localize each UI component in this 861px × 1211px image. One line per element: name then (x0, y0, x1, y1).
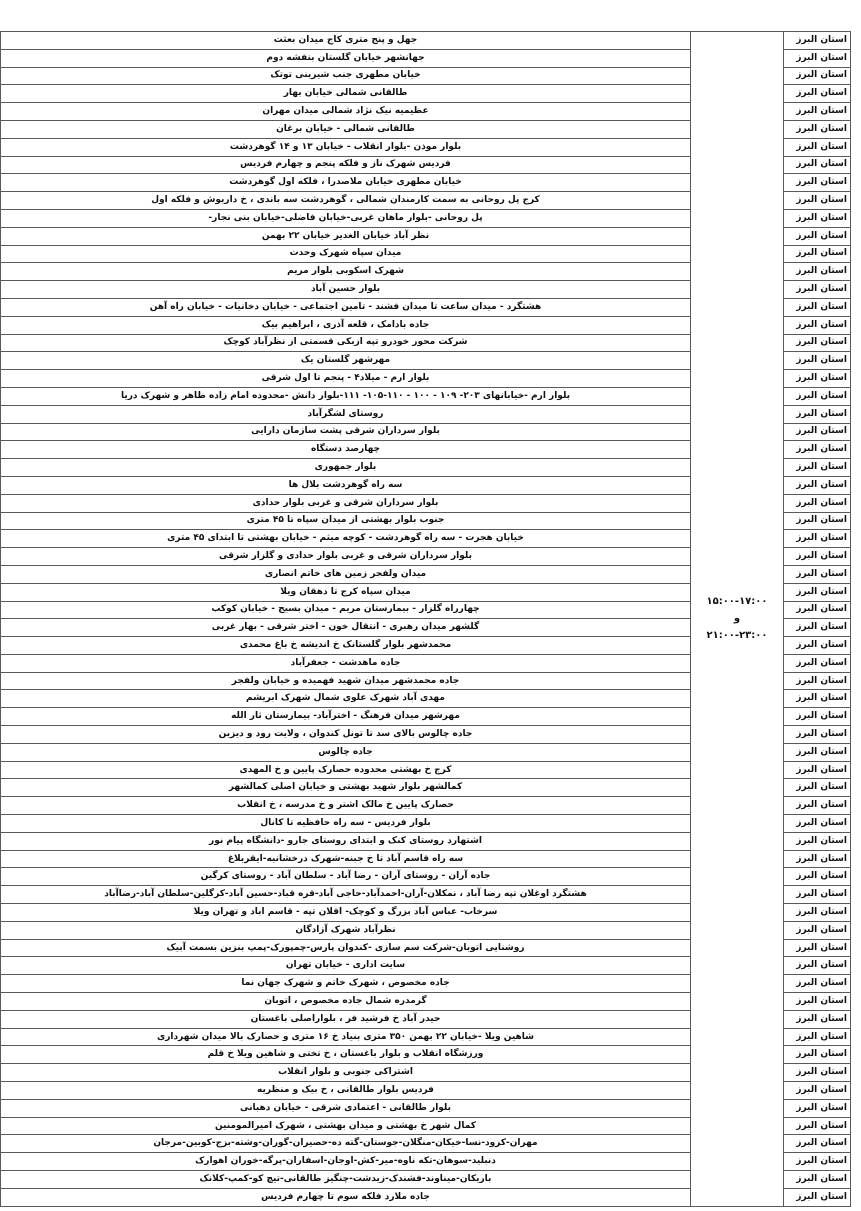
province-cell: استان البرز (784, 120, 851, 138)
province-cell: استان البرز (784, 832, 851, 850)
province-cell: استان البرز (784, 1135, 851, 1153)
province-cell: استان البرز (784, 476, 851, 494)
area-cell: کرج خ بهشتی محدوده حصارک پایین و خ المهدی (1, 761, 691, 779)
province-cell: استان البرز (784, 672, 851, 690)
area-cell: طالقانی شمالی - خیابان برغان (1, 120, 691, 138)
province-cell: استان البرز (784, 192, 851, 210)
time-window-line2: و (733, 613, 741, 625)
province-cell: استان البرز (784, 209, 851, 227)
outage-schedule-table (0, 31, 851, 1207)
area-cell: جاده ماهدشت - جعفرآباد (1, 654, 691, 672)
province-cell: استان البرز (784, 103, 851, 121)
area-cell: بلوار سرداران شرقی و غربی بلوار حدادی (1, 494, 691, 512)
province-cell: استان البرز (784, 138, 851, 156)
province-cell: استان البرز (784, 423, 851, 441)
province-cell: استان البرز (784, 334, 851, 352)
area-cell: کمال شهر خ بهشتی و میدان بهشتی ، شهرک امیرالمومنین (1, 1117, 691, 1135)
province-cell: استان البرز (784, 1153, 851, 1171)
province-cell: استان البرز (784, 797, 851, 815)
table-body (1, 32, 851, 1207)
area-cell: میدان سپاه کرج تا دهقان ویلا (1, 583, 691, 601)
area-cell: خیابان مطهری خیابان ملاصدرا ، فلکه اول گوهردشت (1, 174, 691, 192)
province-cell: استان البرز (784, 726, 851, 744)
province-cell: استان البرز (784, 743, 851, 761)
area-cell: بلوار سرداران شرقی و غربی بلوار حدادی و گلزار شرقی (1, 548, 691, 566)
area-cell: هشتگرد اوغلان تپه رضا آباد ، نمکلان-آران-احمدآباد-حاجی آباد-قره قباد-حسین آباد-کرگلین-سلطان آباد-رضاآباد (1, 886, 691, 904)
area-cell: جاده چالوس (1, 743, 691, 761)
area-cell: جاده چالوس بالای سد تا تونل کندوان ، ولایت رود و دیزین (1, 726, 691, 744)
province-cell: استان البرز (784, 512, 851, 530)
area-cell: دنبلید-سوهان-تکه ناوه-میر-کش-اوجان-اسفاران-پرگه-خوران اهوارک (1, 1153, 691, 1171)
area-cell: جاده محمدشهر میدان شهید فهمیده و خیابان ولفجر (1, 672, 691, 690)
province-cell: استان البرز (784, 494, 851, 512)
province-cell: استان البرز (784, 316, 851, 334)
province-cell: استان البرز (784, 227, 851, 245)
area-cell: اشتهارد روستای کنک و ابتدای روستای جارو -دانشگاه پیام نور (1, 832, 691, 850)
province-cell: استان البرز (784, 779, 851, 797)
area-cell: بلوار طالقانی - اعتمادی شرقی - خیابان دهبانی (1, 1099, 691, 1117)
province-cell: استان البرز (784, 1171, 851, 1189)
province-cell: استان البرز (784, 298, 851, 316)
province-cell: استان البرز (784, 921, 851, 939)
time-window-line1: ۱۵:۰۰-۱۷:۰۰ (706, 596, 768, 608)
province-cell: استان البرز (784, 815, 851, 833)
area-cell: میدان ولفجر زمین های خاتم انصاری (1, 565, 691, 583)
province-cell: استان البرز (784, 1046, 851, 1064)
province-cell: استان البرز (784, 67, 851, 85)
area-cell: خیابان هجرت - سه راه گوهردشت - کوچه میثم - خیابان بهشتی تا ابتدای ۴۵ متری (1, 530, 691, 548)
province-cell: استان البرز (784, 352, 851, 370)
area-cell: مهران-کرود-نسا-خیکان-منگلان-جوستان-گته ده-حصیران-گوران-وشته-بزج-کوبین-مرجان (1, 1135, 691, 1153)
province-cell: استان البرز (784, 1188, 851, 1206)
area-cell: شاهین ویلا -خیابان ۲۲ بهمن ۳۵۰ متری بنیاد خ ۱۶ متری و حصارک بالا میدان شهرداری (1, 1028, 691, 1046)
province-cell: استان البرز (784, 619, 851, 637)
area-cell: بلوار حسین آباد (1, 281, 691, 299)
area-cell: روستای لشگرآباد (1, 405, 691, 423)
province-cell: استان البرز (784, 939, 851, 957)
area-cell: خیابان مطهری جنب شیرینی توتک (1, 67, 691, 85)
area-cell: عظیمیه نیک نژاد شمالی میدان مهران (1, 103, 691, 121)
area-cell: کمالشهر بلوار شهید بهشتی و خیابان اصلی کمالشهر (1, 779, 691, 797)
province-cell: استان البرز (784, 975, 851, 993)
province-cell: استان البرز (784, 156, 851, 174)
province-cell: استان البرز (784, 387, 851, 405)
province-cell: استان البرز (784, 459, 851, 477)
province-cell: استان البرز (784, 654, 851, 672)
area-cell: نظرآباد شهرک آزادگان (1, 921, 691, 939)
time-window-line3: ۲۱:۰۰-۲۳:۰۰ (706, 630, 768, 642)
area-cell: چهارصد دستگاه (1, 441, 691, 459)
province-cell: استان البرز (784, 708, 851, 726)
area-cell: جهل و پنج متری کاج میدان بعثت (1, 32, 691, 50)
area-cell: جنوب بلوار بهشتی از میدان سپاه تا ۴۵ متری (1, 512, 691, 530)
area-cell: حصارک پایین خ مالک اشتر و خ مدرسه ، خ انقلاب (1, 797, 691, 815)
province-cell: استان البرز (784, 850, 851, 868)
area-cell: بلوار جمهوری (1, 459, 691, 477)
area-cell: بلوار ارم -خیابانهای ۲۰۳- ۱۰۹ - ۱۰۰ - ۱۱۰-۱۰۵- ۱۱۱-بلوار دانش -محدوده امام زاده طاهر و شهرک دریا (1, 387, 691, 405)
province-cell: استان البرز (784, 601, 851, 619)
area-cell: هشتگرد - میدان ساعت تا میدان فشند - تامین اجتماعی - خیابان دخانیات - خیابان راه آهن (1, 298, 691, 316)
province-cell: استان البرز (784, 583, 851, 601)
province-cell: استان البرز (784, 405, 851, 423)
area-cell: جاده مخصوص ، شهرک خاتم و شهرک جهان نما (1, 975, 691, 993)
province-cell: استان البرز (784, 441, 851, 459)
area-cell: بلوار فردیس - سه راه حافظیه تا کانال (1, 815, 691, 833)
province-cell: استان البرز (784, 1099, 851, 1117)
province-cell: استان البرز (784, 32, 851, 50)
area-cell: اشتراکی جنوبی و بلوار انقلاب (1, 1064, 691, 1082)
area-cell: جاده بادامک ، قلعه آذری ، ابراهیم بیک (1, 316, 691, 334)
area-cell: جهانشهر خیابان گلستان بنفشه دوم (1, 49, 691, 67)
area-cell: محمدشهر بلوار گلستانک خ اندیشه خ باغ محمدی (1, 637, 691, 655)
time-window-cell (691, 32, 784, 1207)
area-cell: مهرشهر میدان فرهنگ - اخترآباد- بیمارستان ثار الله (1, 708, 691, 726)
area-cell: سرخاب- عباس آباد بزرگ و کوچک- اقلان تپه - قاسم اباد و تهران ویلا (1, 904, 691, 922)
area-cell: بلوار ارم - میلاد۴ - پنجم تا اول شرقی (1, 370, 691, 388)
province-cell: استان البرز (784, 281, 851, 299)
province-cell: استان البرز (784, 1082, 851, 1100)
area-cell: مهرشهر گلستان یک (1, 352, 691, 370)
area-cell: روشنایی اتوبان-شرکت سم سازی -کندوان پارس-چمپورک-پمپ بنزین بسمت آبیک (1, 939, 691, 957)
area-cell: سه راه گوهردشت بلال ها (1, 476, 691, 494)
area-cell: طالقانی شمالی خیابان بهار (1, 85, 691, 103)
area-cell: کرج پل روحانی به سمت کارمندان شمالی ، گوهردشت سه باندی ، خ داریوش و فلکه اول (1, 192, 691, 210)
province-cell: استان البرز (784, 370, 851, 388)
area-cell: باریکان-میناوند-فشندک-زیدشت-چنگیز طالقانی-تیچ کو-کمپ-کلانک (1, 1171, 691, 1189)
area-cell: حیدر آباد خ فرشید فر ، بلواراصلی باغستان (1, 1010, 691, 1028)
area-cell: پل روحانی -بلوار ماهان غربی-خیابان فاضلی-خیابان بنی نجار- (1, 209, 691, 227)
area-cell: جاده آران - روستای آران - رضا آباد - سلطان آباد - روستای کرگین (1, 868, 691, 886)
province-cell: استان البرز (784, 957, 851, 975)
area-cell: جاده ملارد فلکه سوم تا چهارم فردیس (1, 1188, 691, 1206)
province-cell: استان البرز (784, 263, 851, 281)
area-cell: ورزشگاه انقلاب و بلوار باغستان ، خ تختی و شاهین ویلا خ قلم (1, 1046, 691, 1064)
area-cell: بلوار سرداران شرقی پشت سازمان دارایی (1, 423, 691, 441)
area-cell: مهدی آباد شهرک علوی شمال شهرک ابریشم (1, 690, 691, 708)
area-cell: گرمدره شمال جاده مخصوص ، اتوبان (1, 993, 691, 1011)
province-cell: استان البرز (784, 868, 851, 886)
province-cell: استان البرز (784, 886, 851, 904)
area-cell: بلوار موذن -بلوار انقلاب - خیابان ۱۳ و ۱۴ گوهردشت (1, 138, 691, 156)
province-cell: استان البرز (784, 1117, 851, 1135)
province-cell: استان البرز (784, 565, 851, 583)
province-cell: استان البرز (784, 690, 851, 708)
province-cell: استان البرز (784, 174, 851, 192)
province-cell: استان البرز (784, 761, 851, 779)
area-cell: شرکت محور خودرو تپه ازبکی قسمتی از نظرآباد کوچک (1, 334, 691, 352)
area-cell: میدان سپاه شهرک وحدت (1, 245, 691, 263)
province-cell: استان البرز (784, 548, 851, 566)
province-cell: استان البرز (784, 1010, 851, 1028)
area-cell: نظر آباد خیابان الغدیر خیابان ۲۲ بهمن (1, 227, 691, 245)
province-cell: استان البرز (784, 1064, 851, 1082)
area-cell: فردیس بلوار طالقانی ، خ بیک و منظریه (1, 1082, 691, 1100)
area-cell: سایت اداری - خیابان تهران (1, 957, 691, 975)
area-cell: سه راه قاسم آباد تا خ جبنه-شهرک درخشانیه-ایقربلاغ (1, 850, 691, 868)
province-cell: استان البرز (784, 904, 851, 922)
province-cell: استان البرز (784, 49, 851, 67)
province-cell: استان البرز (784, 85, 851, 103)
province-cell: استان البرز (784, 637, 851, 655)
area-cell: فردیس شهرک ناز و فلکه پنجم و چهارم فردیس (1, 156, 691, 174)
table-row (1, 32, 851, 50)
area-cell: شهرک اسکوبی بلوار مریم (1, 263, 691, 281)
province-cell: استان البرز (784, 1028, 851, 1046)
province-cell: استان البرز (784, 530, 851, 548)
area-cell: گلشهر میدان رهبری - انتقال خون - اختر شرقی - بهار غربی (1, 619, 691, 637)
area-cell: چهارراه گلزار - بیمارستان مریم - میدان بسیج - خیابان کوکب (1, 601, 691, 619)
province-cell: استان البرز (784, 245, 851, 263)
province-cell: استان البرز (784, 993, 851, 1011)
